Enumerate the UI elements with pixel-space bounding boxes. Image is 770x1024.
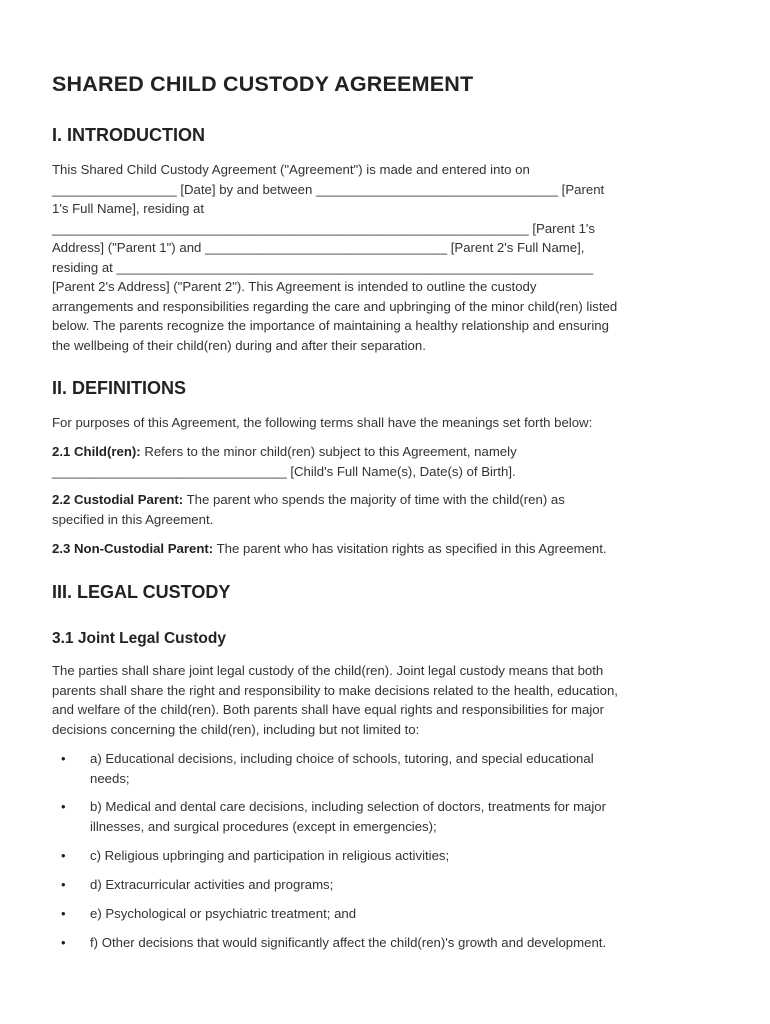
intro-line: 1's Full Name], residing at [52,201,205,216]
bullet-icon: • [61,906,66,921]
legal-custody-line: parents shall share the right and responsibility to make decisions related to the health, education, [52,682,618,698]
legal-custody-paragraph [52,661,720,739]
legal-custody-heading: III. LEGAL CUSTODY [52,582,231,602]
definition-text: The parent who spends the majority of time with the child(ren) as [183,492,565,507]
bullet-icon: • [61,935,66,950]
intro-line: the wellbeing of their child(ren) during and after their separation. [52,337,426,353]
definitions-lead [52,413,720,433]
bullet-icon: • [61,799,66,814]
list-item-text: d) Extracurricular activities and programs; [90,877,334,892]
intro-line: arrangements and responsibilities regarding the care and upbringing of the minor child(ren) listed [52,298,618,314]
bullet-icon: • [61,751,66,766]
list-item-text: b) Medical and dental care decisions, including selection of doctors, treatments for major [90,799,607,814]
joint-legal-custody-subheading: 3.1 Joint Legal Custody [52,630,226,647]
list-item-text: f) Other decisions that would significantly affect the child(ren)'s growth and development. [90,935,607,950]
legal-custody-line: decisions concerning the child(ren), including but not limited to: [52,721,420,737]
intro-line: _________________ [Date] by and between _________________________________ [Parent [52,181,605,197]
intro-line: [Parent 2's Address] ("Parent 2"). This Agreement is intended to outline the custody [52,279,537,294]
document-title: SHARED CHILD CUSTODY AGREEMENT [52,72,474,96]
list-item-text: c) Religious upbringing and participation in religious activities; [90,848,450,863]
definition-non-custodial-parent [52,539,720,559]
definition-term: 2.1 Child(ren): [52,444,141,459]
legal-custody-line: and welfare of the child(ren). Both parents shall have equal rights and responsibilities for major [52,702,604,717]
list-item-text: illnesses, and surgical procedures (except in emergencies); [90,818,437,834]
bullet-icon: • [61,877,66,892]
definition-text: ________________________________ [Child's Full Name(s), Date(s) of Birth]. [52,463,516,479]
intro-line: residing at _________________________________________________________________ [52,259,594,275]
intro-line: below. The parents recognize the importance of maintaining a healthy relationship and ensuring [52,318,609,333]
definitions-heading: II. DEFINITIONS [52,378,187,398]
legal-custody-line: The parties shall share joint legal custody of the child(ren). Joint legal custody means that both [52,663,604,678]
definition-text: The parent who has visitation rights as specified in this Agreement. [213,541,607,556]
list-item-text: a) Educational decisions, including choice of schools, tutoring, and special educational [90,751,594,766]
intro-heading: I. INTRODUCTION [52,125,205,145]
intro-line: This Shared Child Custody Agreement ("Agreement") is made and entered into on [52,162,530,177]
bullet-icon: • [61,848,66,863]
definition-term: 2.3 Non-Custodial Parent: [52,541,214,556]
intro-line: Address] ("Parent 1") and _________________________________ [Parent 2's Full Name], [52,240,585,255]
intro-paragraph [52,160,720,355]
definitions-lead-text: For purposes of this Agreement, the following terms shall have the meanings set forth below: [52,415,593,430]
definition-custodial-parent [52,490,720,529]
definition-child [52,442,720,481]
definition-term: 2.2 Custodial Parent: [52,492,184,507]
list-item-text: needs; [90,770,130,786]
definition-text: Refers to the minor child(ren) subject to this Agreement, namely [140,444,517,459]
list-item-text: e) Psychological or psychiatric treatment; and [90,906,357,921]
definition-text: specified in this Agreement. [52,511,214,527]
intro-line: _________________________________________________________________ [Parent 1's [52,220,596,236]
